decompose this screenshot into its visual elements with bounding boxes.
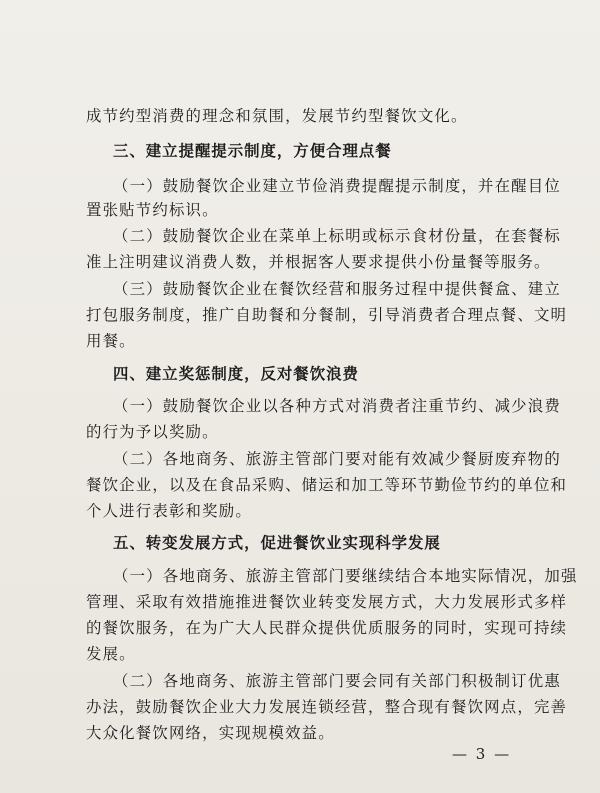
text-line: 的行为予以奖励。 [86,423,219,441]
section-heading-3: 三、建立提醒提示制度，方便合理点餐 [113,142,392,160]
text-line: 置张贴节约标识。 [86,201,219,219]
text-line: 成节约型消费的理念和氛围，发展节约型餐饮文化。 [86,107,468,125]
text-line: 准上注明建议消费人数，并根据客人要求提供小份量餐等服务。 [86,253,551,271]
section-heading-5: 五、转变发展方式，促进餐饮业实现科学发展 [113,534,441,552]
section-heading-4: 四、建立奖惩制度，反对餐饮浪费 [113,365,359,383]
text-line: （三）鼓励餐饮企业在餐饮经营和服务过程中提供餐盒、建立 [113,280,561,298]
text-line: 的餐饮服务，在为广大人民群众提供优质服务的同时，实现可持续 [86,619,568,637]
text-line: 个人进行表彰和奖励。 [86,502,252,520]
text-line: （一）各地商务、旅游主管部门要继续结合本地实际情况，加强 [113,567,578,585]
text-line: 办法，鼓励餐饮企业大力发展连锁经营，整合现有餐饮网点，完善 [86,698,568,716]
text-line: 大众化餐饮网络，实现规模效益。 [86,724,335,742]
text-line: （一）鼓励餐饮企业建立节俭消费提醒提示制度，并在醒目位 [113,177,561,195]
text-line: 发展。 [86,645,136,663]
text-line: （二）鼓励餐饮企业在菜单上标明或标示食材份量，在套餐标 [113,227,561,245]
text-line: 用餐。 [86,332,136,350]
text-line: （一）鼓励餐饮企业以各种方式对消费者注重节约、减少浪费 [113,397,561,415]
page-number: — 3 — [452,745,512,763]
text-line: 打包服务制度，推广自助餐和分餐制，引导消费者合理点餐、文明 [86,306,568,324]
text-line: 餐饮企业，以及在食品采购、储运和加工等环节勤俭节约的单位和 [86,476,568,494]
text-line: 管理、采取有效措施推进餐饮业转变发展方式，大力发展形式多样 [86,593,568,611]
text-line: （二）各地商务、旅游主管部门要会同有关部门积极制订优惠 [113,672,561,690]
text-line: （二）各地商务、旅游主管部门要对能有效减少餐厨废弃物的 [113,450,561,468]
